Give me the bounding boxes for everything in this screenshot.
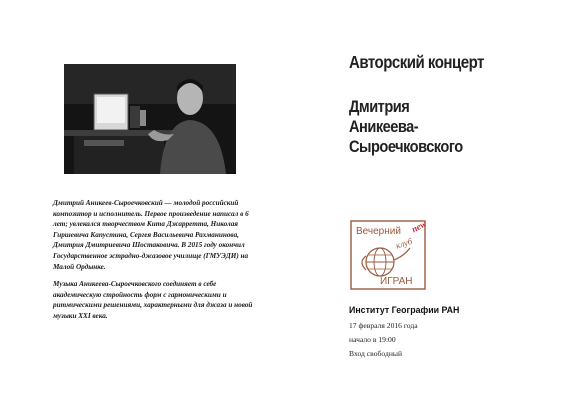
composer-photo	[64, 64, 236, 174]
biography	[53, 198, 258, 329]
teapot-globe-icon	[350, 218, 440, 292]
bio-paragraph-1: Дмитрий Аникеев-Сыроечковский — молодой российский композитор и исполнитель. Первое произведение написал в 6 лет; увлекался творчеством Кита Джарретта, Николая Гиршевича Капустина, Сергея Васильевича Рахманинова, Дмитрия Дмитриевича Шостаковича. В 2015 году окончил Государственное эстрадно-джазовое училище (ГМУЭДИ) на Малой Ордынке.	[53, 199, 249, 271]
venue-name: Институт Географии РАН	[349, 305, 460, 316]
event-date: 17 февраля 2016 года	[349, 321, 418, 330]
event-time: начало в 19:00	[349, 335, 396, 344]
bio-paragraph-2: Музыка Аникеева-Сыроечковского соединяет в себе академическую стройность форм с гармоническими и ритмическими решениями, характерными для джаза и новой музыки XXI века.	[53, 280, 253, 320]
composer-photo-icon	[64, 64, 236, 174]
composer-name-line-1: Дмитрия	[349, 97, 410, 116]
logo-badge-new: new	[409, 218, 428, 235]
concert-title: Авторский концерт	[349, 52, 484, 72]
composer-name-line-2: Аникеева-	[349, 117, 419, 136]
event-entry: Вход свободный	[349, 349, 403, 358]
club-logo	[350, 218, 440, 292]
logo-word-top: Вечерний	[356, 226, 401, 237]
logo-word-bottom: ИГРАН	[380, 276, 413, 287]
logo-word-middle: клуб	[394, 235, 414, 251]
composer-name	[349, 97, 463, 157]
composer-name-line-3: Сыроечковского	[349, 137, 463, 156]
